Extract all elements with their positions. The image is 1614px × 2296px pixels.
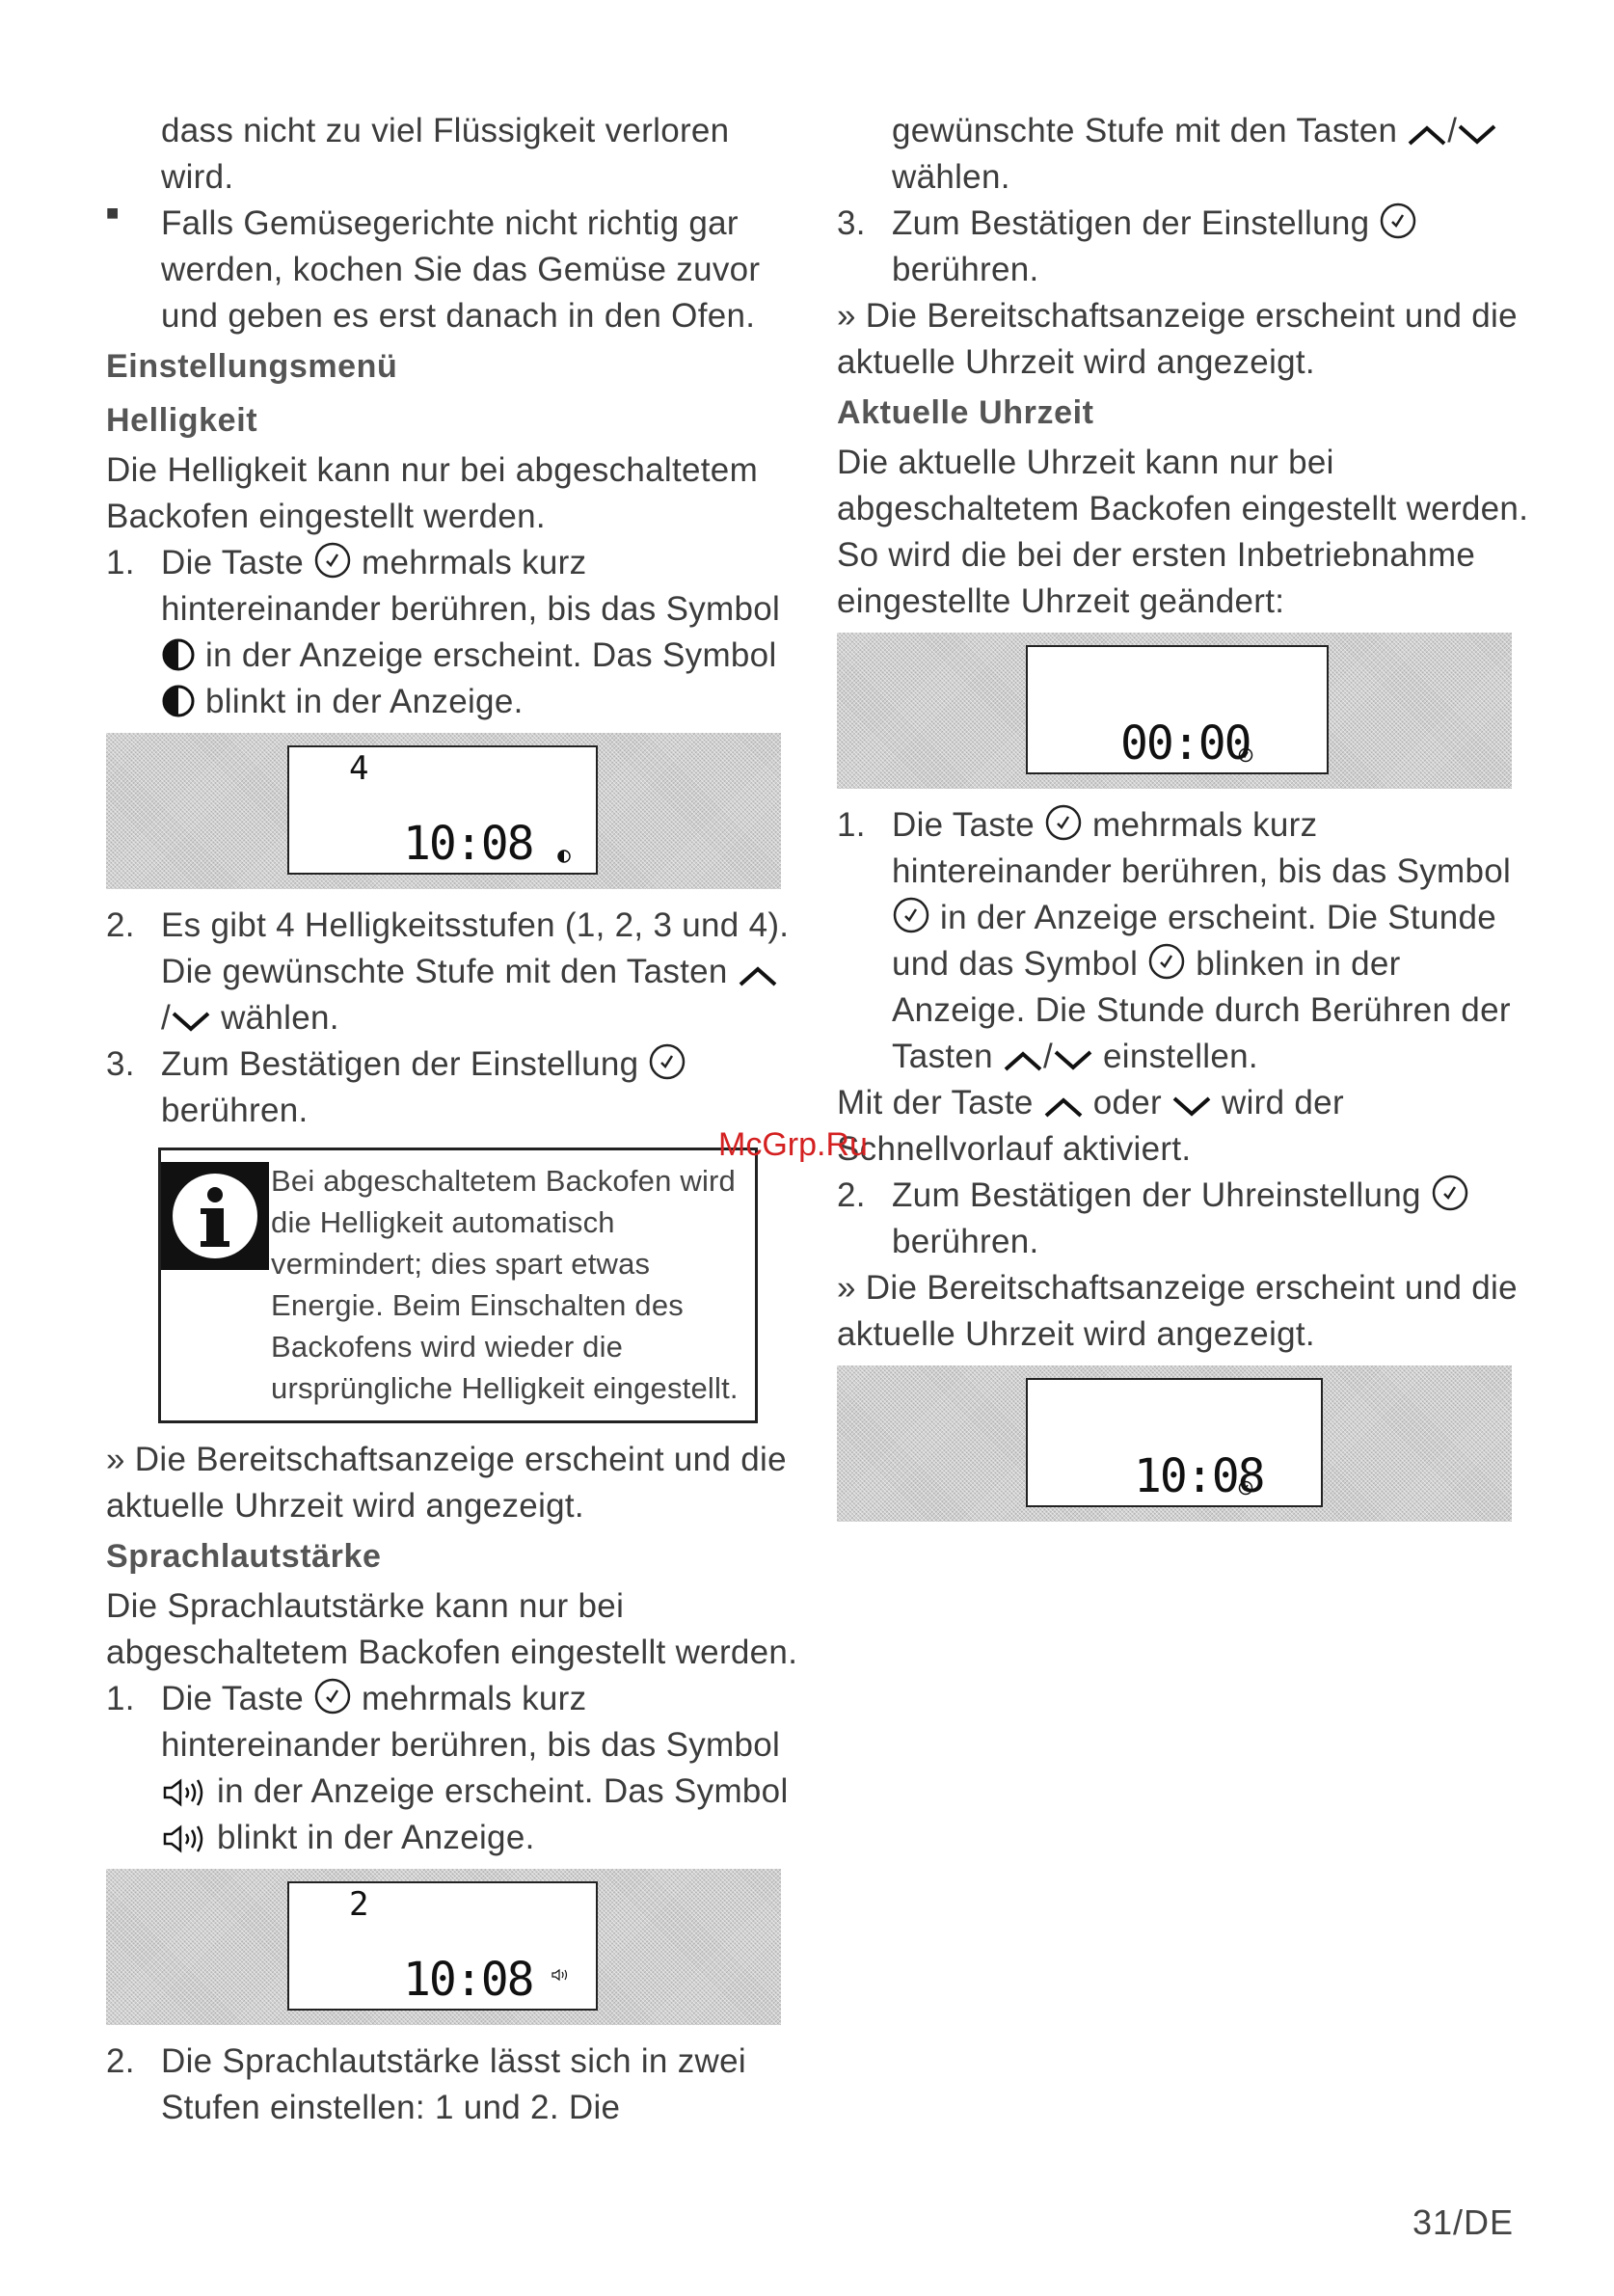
step-1 [106,540,781,725]
step-text: Die Taste [161,544,304,581]
clock-icon [1044,803,1083,842]
result-line: aktuelle Uhrzeit wird angezeigt. [837,1315,1315,1353]
text-line: dass nicht zu viel Flüssigkeit verloren [161,112,730,149]
step-2 [106,2039,781,2131]
text-line: werden, kochen Sie das Gemüse zuvor [161,251,761,288]
separator: / [161,999,172,1037]
step-text: in der Anzeige erscheint. Das Symbol [217,1772,789,1810]
speaker-volume-icon [551,1968,571,1982]
speaker-volume-icon [161,1777,207,1808]
step-3 [837,201,1512,293]
text-line: berühren. [161,1092,309,1129]
display-panel-clock-initial [837,633,1512,789]
text-line: So wird die bei der ersten Inbetriebnahme [837,536,1476,574]
step-text: Die gewünschte Stufe mit den Tasten [161,953,728,990]
step-text: blinkt in der Anzeige. [217,1819,535,1856]
display-panel-brightness [106,733,781,889]
clock-icon [1379,202,1417,240]
display-level: 4 [349,749,367,788]
step-number: 2. [106,906,135,944]
arrow-down-icon [1053,1048,1093,1073]
info-line: Backofens wird wieder die [271,1330,624,1364]
step-text: einstellen. [1103,1038,1258,1075]
text-line: hintereinander berühren, bis das Symbol [892,852,1512,890]
info-text [271,1160,739,1409]
text-line: Falls Gemüsegerichte nicht richtig gar [161,204,739,242]
text-line: abgeschaltetem Backofen eingestellt werden. [837,490,1529,527]
clock-icon [648,1042,686,1081]
display-time: 00:00 [1120,716,1251,770]
step-number: 2. [837,1176,866,1214]
clock-icon [1238,1480,1253,1496]
result-line: aktuelle Uhrzeit wird angezeigt. [106,1487,584,1525]
text-line: Anzeige. Die Stunde durch Berühren der [892,991,1511,1029]
step-2 [106,903,790,1041]
clock-icon [1147,942,1186,981]
uhrzeit-heading: Aktuelle Uhrzeit [837,394,1094,431]
arrow-up-icon [1003,1048,1043,1073]
watermark: McGrp.Ru [718,1126,868,1163]
text-line: hintereinander berühren, bis das Symbol [161,590,781,628]
text-line: wird. [161,158,234,196]
display-panel-clock-set [837,1365,1512,1522]
result-line: » Die Bereitschaftsanzeige erscheint und die [106,1441,787,1478]
step-text: mehrmals kurz [362,1680,587,1717]
arrow-up-icon [1043,1094,1084,1120]
text-line: Es gibt 4 Helligkeitsstufen (1, 2, 3 und 4). [161,906,790,944]
step-text: mehrmals kurz [362,544,587,581]
text-line: wählen. [892,158,1010,196]
info-line: ursprüngliche Helligkeit eingestellt. [271,1371,739,1405]
brightness-icon [557,850,571,863]
step-number: 3. [106,1045,135,1083]
text-line: Backofen eingestellt werden. [106,498,546,535]
info-icon [161,1162,269,1270]
result-line: aktuelle Uhrzeit wird angezeigt. [837,343,1315,381]
display-screen [1026,645,1329,774]
step-text: Zum Bestätigen der Uhreinstellung [892,1176,1421,1214]
step-text: blinken in der [1196,945,1401,983]
arrow-down-icon [1457,122,1497,148]
speaker-volume-icon [161,1823,207,1854]
step-text: wählen. [221,999,339,1037]
text-line: hintereinander berühren, bis das Symbol [161,1726,781,1764]
step-1 [837,802,1512,1080]
text-line: Mit der Taste [837,1084,1034,1121]
brightness-icon [161,684,196,718]
arrow-down-icon [1171,1094,1212,1120]
display-panel-volume [106,1869,781,2025]
text-line: und geben es erst danach in den Ofen. [161,297,756,335]
separator: / [1447,112,1458,149]
info-line: Bei abgeschaltetem Backofen wird [271,1164,736,1198]
text-line: Die Helligkeit kann nur bei abgeschaltetem [106,451,759,489]
step-text: Zum Bestätigen der Einstellung [892,204,1370,242]
bullet-icon: ■ [106,201,120,225]
display-screen [287,1881,598,2011]
sprach-heading: Sprachlautstärke [106,1538,382,1575]
text-line: Stufen einstellen: 1 und 2. Die [161,2089,621,2126]
text-line: wird der [1222,1084,1344,1121]
display-time: 10:08 [403,1953,533,2007]
step-text: und das Symbol [892,945,1139,983]
display-screen [1026,1378,1323,1507]
arrow-up-icon [1407,122,1447,148]
info-line: die Helligkeit automatisch [271,1205,615,1239]
result-line: » Die Bereitschaftsanzeige erscheint und die [837,297,1518,335]
display-time: 10:08 [403,817,533,871]
display-level: 2 [349,1885,367,1924]
text-line: Schnellvorlauf aktiviert. [837,1130,1192,1168]
arrow-down-icon [171,1010,211,1035]
step-text: Zum Bestätigen der Einstellung [161,1045,639,1083]
step-text: in der Anzeige erscheint. Das Symbol [205,636,777,674]
text-line: Die Sprachlautstärke lässt sich in zwei [161,2042,746,2080]
step-number: 2. [106,2042,135,2080]
clock-icon [1238,747,1253,763]
step-number: 3. [837,204,866,242]
display-screen [287,745,598,875]
step-text: Tasten [892,1038,993,1075]
step-text: Die Taste [161,1680,304,1717]
step-text: Die Taste [892,806,1035,844]
step-text: mehrmals kurz [1092,806,1318,844]
text-line: gewünschte Stufe mit den Tasten [892,112,1398,149]
display-time: 10:08 [1134,1449,1264,1503]
step-text: blinkt in der Anzeige. [205,683,524,720]
bullet-item [106,201,781,339]
clock-icon [313,541,352,580]
text-line: oder [1092,1084,1162,1121]
text-line: Die aktuelle Uhrzeit kann nur bei [837,444,1334,481]
step-3 [106,1041,781,1134]
step-number: 1. [106,544,135,581]
clock-icon [313,1677,352,1715]
result-line: » Die Bereitschaftsanzeige erscheint und die [837,1269,1518,1307]
separator: / [1042,1038,1053,1075]
step-number: 1. [106,1680,135,1717]
step-text: in der Anzeige erscheint. Die Stunde [940,899,1497,936]
info-line: Energie. Beim Einschalten des [271,1288,684,1322]
step-number: 1. [837,806,866,844]
clock-icon [892,896,930,934]
right-column [837,108,1529,1535]
page-number: 31/DE [1412,2202,1514,2242]
info-box [158,1148,758,1423]
step-1 [106,1676,789,1861]
step-2 [837,1173,1512,1265]
helligkeit-heading: Helligkeit [106,402,258,439]
arrow-up-icon [738,963,778,988]
section-title: Einstellungsmenü [106,348,398,385]
text-line: abgeschaltetem Backofen eingestellt werden. [106,1634,798,1671]
clock-icon [1431,1174,1469,1212]
brightness-icon [161,637,196,672]
text-line: Die Sprachlautstärke kann nur bei [106,1587,625,1625]
info-line: vermindert; dies spart etwas [271,1247,651,1281]
text-line: berühren. [892,251,1039,288]
text-line: eingestellte Uhrzeit geändert: [837,582,1285,620]
text-line: berühren. [892,1223,1039,1260]
